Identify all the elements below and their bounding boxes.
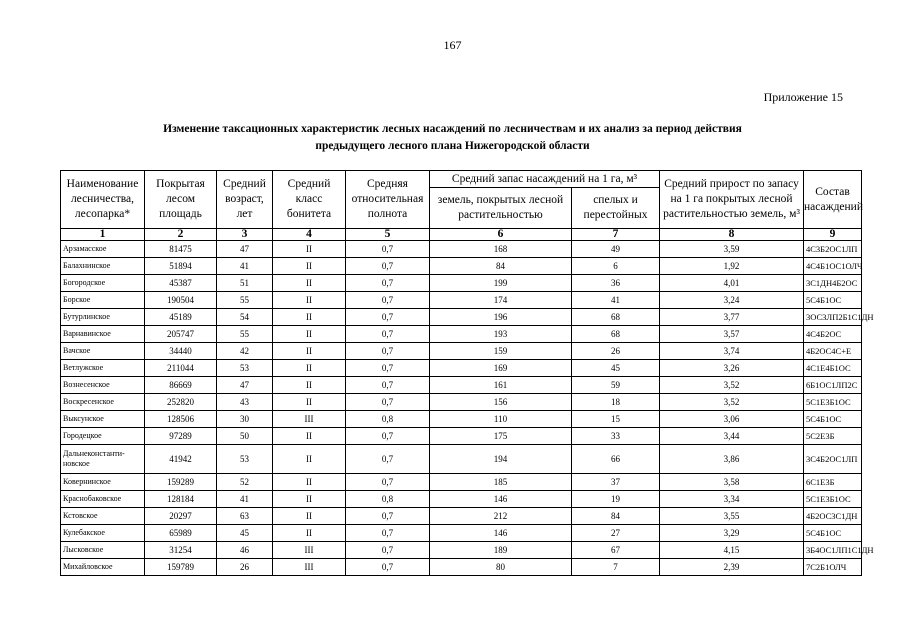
table-row bbox=[61, 360, 862, 377]
stock-mature-cell: 33 bbox=[572, 428, 660, 445]
column-number: 7 bbox=[572, 229, 660, 241]
composition-cell: 5С1Е3Б1ОС bbox=[804, 394, 862, 411]
stock-covered-cell: 169 bbox=[430, 360, 572, 377]
growth-cell: 3,26 bbox=[660, 360, 804, 377]
average-age-cell: 47 bbox=[217, 241, 273, 258]
growth-cell: 3,86 bbox=[660, 445, 804, 474]
growth-cell: 3,34 bbox=[660, 491, 804, 508]
stock-mature-cell: 84 bbox=[572, 508, 660, 525]
forest-area-cell: 128184 bbox=[145, 491, 217, 508]
forest-area-cell: 45189 bbox=[145, 309, 217, 326]
header-name: Наименование лесничества, лесопарка* bbox=[61, 171, 145, 229]
header-stock-covered: земель, покрытых лесной растительностью bbox=[430, 188, 572, 229]
table-row bbox=[61, 445, 862, 474]
bonitet-class-cell: III bbox=[273, 411, 346, 428]
forest-area-cell: 252820 bbox=[145, 394, 217, 411]
composition-cell: 5С2Е3Б bbox=[804, 428, 862, 445]
bonitet-class-cell: II bbox=[273, 474, 346, 491]
stock-covered-cell: 175 bbox=[430, 428, 572, 445]
average-age-cell: 63 bbox=[217, 508, 273, 525]
growth-cell: 3,24 bbox=[660, 292, 804, 309]
relative-density-cell: 0,7 bbox=[346, 258, 430, 275]
growth-cell: 3,57 bbox=[660, 326, 804, 343]
stock-covered-cell: 156 bbox=[430, 394, 572, 411]
stock-covered-cell: 159 bbox=[430, 343, 572, 360]
stock-covered-cell: 193 bbox=[430, 326, 572, 343]
table-row bbox=[61, 428, 862, 445]
stock-covered-cell: 212 bbox=[430, 508, 572, 525]
bonitet-class-cell: II bbox=[273, 445, 346, 474]
stock-covered-cell: 110 bbox=[430, 411, 572, 428]
column-numbers-row bbox=[61, 229, 862, 241]
average-age-cell: 30 bbox=[217, 411, 273, 428]
district-name-cell: Богородское bbox=[61, 275, 145, 292]
composition-cell: 4С3Б2ОС1ЛП bbox=[804, 241, 862, 258]
table-row bbox=[61, 474, 862, 491]
district-name-cell: Воскресенское bbox=[61, 394, 145, 411]
bonitet-class-cell: II bbox=[273, 394, 346, 411]
relative-density-cell: 0,8 bbox=[346, 491, 430, 508]
title-line-1: Изменение таксационных характеристик лесных насаждений по лесничествам и их анализ за период действия bbox=[163, 123, 742, 135]
district-name-cell: Кулебакское bbox=[61, 525, 145, 542]
stock-mature-cell: 37 bbox=[572, 474, 660, 491]
composition-cell: 4Б2ОС4С+Е bbox=[804, 343, 862, 360]
table-row bbox=[61, 377, 862, 394]
column-number: 1 bbox=[61, 229, 145, 241]
district-name-cell: Городецкое bbox=[61, 428, 145, 445]
average-age-cell: 43 bbox=[217, 394, 273, 411]
relative-density-cell: 0,7 bbox=[346, 343, 430, 360]
relative-density-cell: 0,7 bbox=[346, 275, 430, 292]
forest-area-cell: 51894 bbox=[145, 258, 217, 275]
stock-mature-cell: 27 bbox=[572, 525, 660, 542]
composition-cell: 4С4Б1ОС1ОЛЧ bbox=[804, 258, 862, 275]
growth-cell: 3,29 bbox=[660, 525, 804, 542]
district-name-cell: Кстовское bbox=[61, 508, 145, 525]
district-name-cell: Ковернинское bbox=[61, 474, 145, 491]
relative-density-cell: 0,7 bbox=[346, 309, 430, 326]
stock-covered-cell: 194 bbox=[430, 445, 572, 474]
title-line-2: предыдущего лесного плана Нижегородской области bbox=[315, 140, 590, 152]
page-number: 167 bbox=[443, 38, 462, 52]
bonitet-class-cell: II bbox=[273, 343, 346, 360]
average-age-cell: 26 bbox=[217, 559, 273, 576]
column-number: 8 bbox=[660, 229, 804, 241]
composition-cell: 6С1Е3Б bbox=[804, 474, 862, 491]
forest-area-cell: 97289 bbox=[145, 428, 217, 445]
average-age-cell: 45 bbox=[217, 525, 273, 542]
relative-density-cell: 0,7 bbox=[346, 292, 430, 309]
growth-cell: 3,74 bbox=[660, 343, 804, 360]
average-age-cell: 53 bbox=[217, 360, 273, 377]
table-row bbox=[61, 343, 862, 360]
composition-cell: 5С4Б1ОС bbox=[804, 292, 862, 309]
relative-density-cell: 0,7 bbox=[346, 474, 430, 491]
average-age-cell: 41 bbox=[217, 491, 273, 508]
header-growth: Средний прирост по запасу на 1 га покрытых лесной растительностью земель, м³ bbox=[660, 171, 804, 229]
stock-mature-cell: 41 bbox=[572, 292, 660, 309]
stock-mature-cell: 15 bbox=[572, 411, 660, 428]
forest-area-cell: 159289 bbox=[145, 474, 217, 491]
average-age-cell: 50 bbox=[217, 428, 273, 445]
bonitet-class-cell: II bbox=[273, 309, 346, 326]
stock-covered-cell: 199 bbox=[430, 275, 572, 292]
bonitet-class-cell: II bbox=[273, 258, 346, 275]
district-name-cell: Лысковское bbox=[61, 542, 145, 559]
composition-cell: 5С4Б1ОС bbox=[804, 525, 862, 542]
average-age-cell: 42 bbox=[217, 343, 273, 360]
stock-mature-cell: 36 bbox=[572, 275, 660, 292]
stock-covered-cell: 168 bbox=[430, 241, 572, 258]
growth-cell: 3,06 bbox=[660, 411, 804, 428]
forest-area-cell: 41942 bbox=[145, 445, 217, 474]
average-age-cell: 55 bbox=[217, 326, 273, 343]
bonitet-class-cell: II bbox=[273, 275, 346, 292]
district-name-cell: Дальнеконстанти-новское bbox=[61, 445, 145, 474]
stock-mature-cell: 19 bbox=[572, 491, 660, 508]
average-age-cell: 53 bbox=[217, 445, 273, 474]
average-age-cell: 41 bbox=[217, 258, 273, 275]
stock-covered-cell: 196 bbox=[430, 309, 572, 326]
stock-covered-cell: 161 bbox=[430, 377, 572, 394]
growth-cell: 1,92 bbox=[660, 258, 804, 275]
growth-cell: 3,77 bbox=[660, 309, 804, 326]
stock-mature-cell: 26 bbox=[572, 343, 660, 360]
relative-density-cell: 0,7 bbox=[346, 559, 430, 576]
growth-cell: 2,39 bbox=[660, 559, 804, 576]
stock-mature-cell: 7 bbox=[572, 559, 660, 576]
table-row bbox=[61, 411, 862, 428]
district-name-cell: Михайловское bbox=[61, 559, 145, 576]
forest-area-cell: 86669 bbox=[145, 377, 217, 394]
growth-cell: 3,55 bbox=[660, 508, 804, 525]
header-age: Средний возраст, лет bbox=[217, 171, 273, 229]
stock-mature-cell: 67 bbox=[572, 542, 660, 559]
forest-stands-table bbox=[60, 170, 874, 576]
header-composition: Состав насаждений bbox=[804, 171, 862, 229]
forest-area-cell: 65989 bbox=[145, 525, 217, 542]
column-number: 3 bbox=[217, 229, 273, 241]
composition-cell: 6Б1ОС1ЛП2С bbox=[804, 377, 862, 394]
relative-density-cell: 0,7 bbox=[346, 445, 430, 474]
composition-cell: 3Б4ОС1ЛП1С1ДН bbox=[804, 542, 862, 559]
stock-covered-cell: 146 bbox=[430, 525, 572, 542]
stock-covered-cell: 189 bbox=[430, 542, 572, 559]
relative-density-cell: 0,7 bbox=[346, 394, 430, 411]
stock-mature-cell: 68 bbox=[572, 326, 660, 343]
table-row bbox=[61, 292, 862, 309]
relative-density-cell: 0,7 bbox=[346, 241, 430, 258]
header-density: Средняя относительная полнота bbox=[346, 171, 430, 229]
table-row bbox=[61, 309, 862, 326]
stock-mature-cell: 49 bbox=[572, 241, 660, 258]
composition-cell: 5С4Б1ОС bbox=[804, 411, 862, 428]
table-row bbox=[61, 394, 862, 411]
composition-cell: 4С4Б2ОС bbox=[804, 326, 862, 343]
table-row bbox=[61, 326, 862, 343]
relative-density-cell: 0,7 bbox=[346, 428, 430, 445]
district-name-cell: Борское bbox=[61, 292, 145, 309]
district-name-cell: Бутурлинское bbox=[61, 309, 145, 326]
average-age-cell: 55 bbox=[217, 292, 273, 309]
relative-density-cell: 0,7 bbox=[346, 360, 430, 377]
stock-mature-cell: 18 bbox=[572, 394, 660, 411]
relative-density-cell: 0,7 bbox=[346, 525, 430, 542]
forest-area-cell: 31254 bbox=[145, 542, 217, 559]
stock-covered-cell: 84 bbox=[430, 258, 572, 275]
stock-mature-cell: 59 bbox=[572, 377, 660, 394]
bonitet-class-cell: II bbox=[273, 377, 346, 394]
average-age-cell: 51 bbox=[217, 275, 273, 292]
forest-area-cell: 211044 bbox=[145, 360, 217, 377]
table-row bbox=[61, 525, 862, 542]
column-number: 6 bbox=[430, 229, 572, 241]
table-body bbox=[61, 241, 874, 576]
bonitet-class-cell: II bbox=[273, 491, 346, 508]
column-number: 4 bbox=[273, 229, 346, 241]
column-number: 9 bbox=[804, 229, 862, 241]
table-row bbox=[61, 275, 862, 292]
growth-cell: 3,58 bbox=[660, 474, 804, 491]
district-name-cell: Варнавинское bbox=[61, 326, 145, 343]
header-stock-group: Средний запас насаждений на 1 га, м³ bbox=[430, 171, 660, 188]
district-name-cell: Вачское bbox=[61, 343, 145, 360]
growth-cell: 3,52 bbox=[660, 377, 804, 394]
stock-mature-cell: 6 bbox=[572, 258, 660, 275]
bonitet-class-cell: III bbox=[273, 559, 346, 576]
average-age-cell: 52 bbox=[217, 474, 273, 491]
stock-covered-cell: 174 bbox=[430, 292, 572, 309]
column-number: 5 bbox=[346, 229, 430, 241]
table-row bbox=[61, 508, 862, 525]
relative-density-cell: 0,7 bbox=[346, 326, 430, 343]
table-row bbox=[61, 491, 862, 508]
district-name-cell: Ветлужское bbox=[61, 360, 145, 377]
composition-cell: 5С1Е3Б1ОС bbox=[804, 491, 862, 508]
column-number: 2 bbox=[145, 229, 217, 241]
appendix-label: Приложение 15 bbox=[763, 90, 843, 104]
relative-density-cell: 0,7 bbox=[346, 542, 430, 559]
bonitet-class-cell: II bbox=[273, 525, 346, 542]
growth-cell: 4,01 bbox=[660, 275, 804, 292]
header-area: Покрытая лесом площадь bbox=[145, 171, 217, 229]
forest-area-cell: 20297 bbox=[145, 508, 217, 525]
table-row bbox=[61, 241, 862, 258]
bonitet-class-cell: II bbox=[273, 241, 346, 258]
composition-cell: 4С1Е4Б1ОС bbox=[804, 360, 862, 377]
bonitet-class-cell: II bbox=[273, 428, 346, 445]
bonitet-class-cell: II bbox=[273, 326, 346, 343]
growth-cell: 3,52 bbox=[660, 394, 804, 411]
forest-area-cell: 34440 bbox=[145, 343, 217, 360]
stock-covered-cell: 146 bbox=[430, 491, 572, 508]
table-header bbox=[61, 171, 862, 241]
table-row bbox=[61, 559, 862, 576]
forest-area-cell: 190504 bbox=[145, 292, 217, 309]
stock-mature-cell: 68 bbox=[572, 309, 660, 326]
composition-cell: 3С4Б2ОС1ЛП bbox=[804, 445, 862, 474]
forest-area-cell: 159789 bbox=[145, 559, 217, 576]
composition-cell: 7С2Б1ОЛЧ bbox=[804, 559, 862, 576]
growth-cell: 4,15 bbox=[660, 542, 804, 559]
forest-area-cell: 128506 bbox=[145, 411, 217, 428]
composition-cell: 4Б2ОС3С1ДН bbox=[804, 508, 862, 525]
relative-density-cell: 0,7 bbox=[346, 508, 430, 525]
forest-area-cell: 81475 bbox=[145, 241, 217, 258]
stock-mature-cell: 66 bbox=[572, 445, 660, 474]
district-name-cell: Арзамасское bbox=[61, 241, 145, 258]
document-title bbox=[100, 121, 805, 155]
relative-density-cell: 0,8 bbox=[346, 411, 430, 428]
district-name-cell: Вознесенское bbox=[61, 377, 145, 394]
relative-density-cell: 0,7 bbox=[346, 377, 430, 394]
growth-cell: 3,59 bbox=[660, 241, 804, 258]
stock-mature-cell: 45 bbox=[572, 360, 660, 377]
average-age-cell: 54 bbox=[217, 309, 273, 326]
forest-area-cell: 205747 bbox=[145, 326, 217, 343]
bonitet-class-cell: II bbox=[273, 360, 346, 377]
growth-cell: 3,44 bbox=[660, 428, 804, 445]
stock-covered-cell: 185 bbox=[430, 474, 572, 491]
district-name-cell: Краснобаковское bbox=[61, 491, 145, 508]
average-age-cell: 47 bbox=[217, 377, 273, 394]
district-name-cell: Балахнинское bbox=[61, 258, 145, 275]
bonitet-class-cell: II bbox=[273, 508, 346, 525]
stock-covered-cell: 80 bbox=[430, 559, 572, 576]
bonitet-class-cell: III bbox=[273, 542, 346, 559]
header-bonitet: Средний класс бонитета bbox=[273, 171, 346, 229]
forest-area-cell: 45387 bbox=[145, 275, 217, 292]
average-age-cell: 46 bbox=[217, 542, 273, 559]
composition-cell: 3С1ДН4Б2ОС bbox=[804, 275, 862, 292]
district-name-cell: Выксунское bbox=[61, 411, 145, 428]
table-row bbox=[61, 542, 862, 559]
header-stock-mature: спелых и перестойных bbox=[572, 188, 660, 229]
composition-cell: 3ОС3ЛП2Б1С1ДН bbox=[804, 309, 862, 326]
table-row bbox=[61, 258, 862, 275]
bonitet-class-cell: II bbox=[273, 292, 346, 309]
